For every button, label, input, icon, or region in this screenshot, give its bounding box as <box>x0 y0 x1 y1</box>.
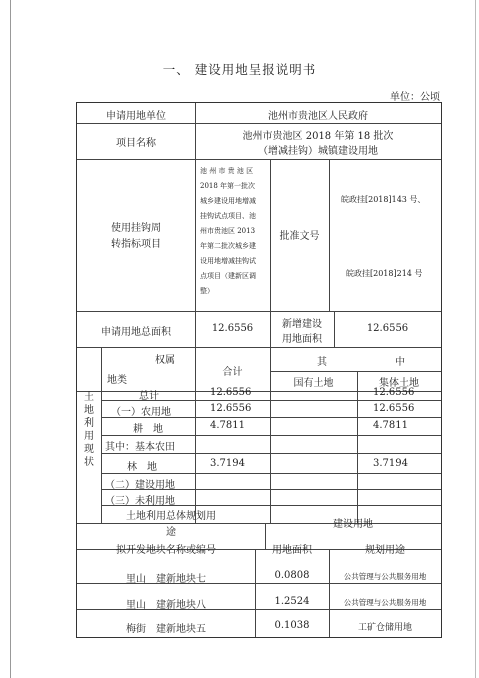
quota-desc-line: 设用地增减挂钩试 <box>200 257 256 265</box>
quota-desc-line: 点项目（建新区调 <box>200 272 256 280</box>
scan-edge-left <box>10 0 11 678</box>
land-row-collective: 12.6556 <box>373 403 415 414</box>
quota-desc-line: 整） <box>200 287 214 295</box>
project-label: 项目名称 <box>116 138 156 149</box>
header-qi: 其 <box>317 357 327 368</box>
quota-label-line1: 使用挂钩周 <box>111 223 161 234</box>
land-row-name: （二）建设用地 <box>105 480 175 491</box>
header-total: 合计 <box>222 367 243 378</box>
planning-value: 建设用地 <box>333 519 373 530</box>
plot-name: 梅街 建新地块五 <box>126 624 206 635</box>
planning-label-line1: 土地利用总体规划用 <box>126 511 216 522</box>
plot-area: 0.1038 <box>274 620 310 631</box>
quota-desc-line: 池 州 市 贵 池 区 <box>200 167 254 175</box>
land-row-total: 12.6556 <box>210 387 252 398</box>
land-use-side-label: 土地利用现状 <box>84 392 94 468</box>
plot-area: 0.0808 <box>274 570 310 581</box>
header-zhong: 中 <box>395 357 405 368</box>
land-row-collective: 4.7811 <box>373 420 408 431</box>
approval-number-2: 皖政挂[2018]214 号 <box>346 269 423 278</box>
scan-edge-right <box>475 0 476 678</box>
plot-name: 里山 建新地块八 <box>126 600 206 611</box>
plot-use: 工矿仓储用地 <box>357 623 412 633</box>
header-landtype: 地类 <box>107 375 127 386</box>
applicant-value: 池州市贵池区人民政府 <box>268 111 368 122</box>
land-row-name: 耕 地 <box>133 424 163 435</box>
approval-number-1: 皖政挂[2018]143 号、 <box>341 195 426 204</box>
land-row-collective: 3.7194 <box>373 458 408 469</box>
planning-label-line2: 途 <box>166 527 176 538</box>
applicant-label: 申请用地单位 <box>106 111 166 122</box>
land-row-collective: 12.6556 <box>373 387 415 398</box>
land-row-total: 3.7194 <box>210 458 245 469</box>
project-line2: （增减挂钩）城镇建设用地 <box>258 146 378 157</box>
approval-label: 批准文号 <box>279 231 320 242</box>
plot-use: 公共管理与公共服务用地 <box>343 572 427 581</box>
project-line1: 池州市贵池区 2018 年第 18 批次 <box>242 131 394 142</box>
new-area-value: 12.6556 <box>366 323 409 334</box>
plot-name: 里山 建新地块七 <box>126 574 206 585</box>
new-area-label-line1: 新增建设 <box>282 319 322 330</box>
document-title: 一、 建设用地呈报说明书 <box>162 62 317 77</box>
quota-desc-line: 城乡建设用地增减 <box>200 197 256 205</box>
land-row-name: 其中：基本农田 <box>105 442 175 453</box>
quota-desc-line: 挂钩试点项目、池 <box>200 212 256 220</box>
new-area-label-line2: 用地面积 <box>282 334 322 345</box>
unit-label: 单位：公顷 <box>390 92 440 103</box>
land-row-name: （三）未利用地 <box>105 496 175 507</box>
quota-desc-line: 州市贵池区 2013 <box>200 227 256 235</box>
total-area-label: 申请用地总面积 <box>101 327 171 338</box>
land-row-name: 林 地 <box>127 462 157 473</box>
land-row-name: 总计 <box>139 391 159 402</box>
total-area-value: 12.6556 <box>211 323 254 334</box>
plots-header-name: 拟开发地块名称或编号 <box>116 545 216 556</box>
plots-header-area: 用地面积 <box>272 545 312 556</box>
plots-header-use: 规划用途 <box>365 545 405 556</box>
form-table <box>76 102 442 638</box>
header-state-land: 国有土地 <box>293 378 334 389</box>
header-collective-land: 集体土地 <box>379 378 419 389</box>
land-row-total: 4.7811 <box>210 420 245 431</box>
quota-desc-line: 2018 年第一批次 <box>200 182 256 190</box>
plot-use: 公共管理与公共服务用地 <box>343 598 427 607</box>
land-row-total: 12.6556 <box>210 403 252 414</box>
quota-desc-line: 年第二批次城乡建 <box>200 242 256 250</box>
quota-label-line2: 转指标项目 <box>111 239 161 250</box>
header-ownership: 权属 <box>155 355 175 366</box>
land-row-name: （一）农用地 <box>111 407 171 418</box>
plot-area: 1.2524 <box>274 596 310 607</box>
